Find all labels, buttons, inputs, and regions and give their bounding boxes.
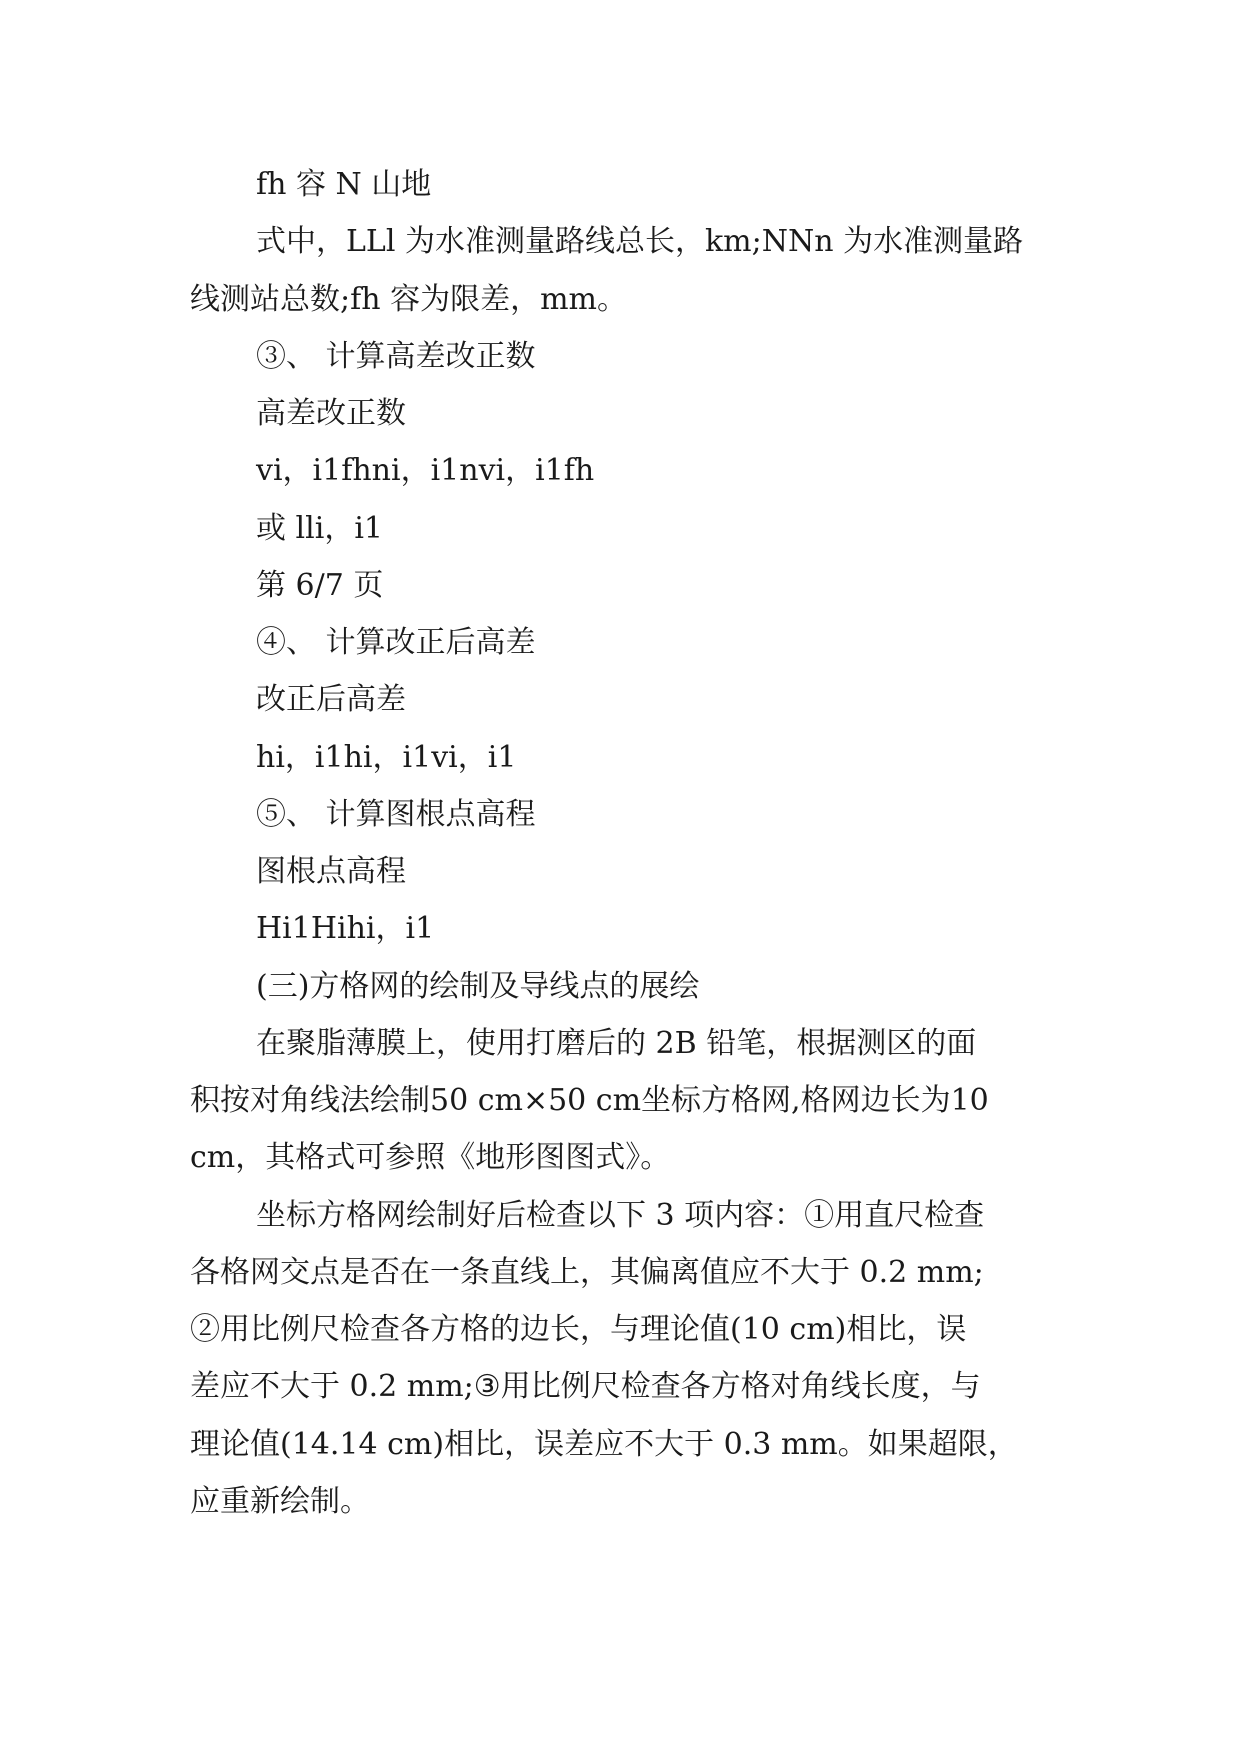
page-number: 第 6/7 页 — [256, 568, 384, 603]
paragraph-line: 式中，LLl 为水准测量路线总长，km;NNn 为水准测量路 — [256, 224, 1024, 259]
paragraph-line: 各格网交点是否在一条直线上，其偏离值应不大于 0.2 mm; — [190, 1255, 984, 1290]
step-heading: ⑤、 计算图根点高程 — [256, 797, 536, 832]
section-heading: (三)方格网的绘制及导线点的展绘 — [256, 969, 700, 1004]
subheading: 改正后高差 — [256, 682, 406, 717]
paragraph-line: ②用比例尺检查各方格的边长，与理论值(10 cm)相比，误 — [190, 1312, 967, 1347]
paragraph-line: cm，其格式可参照《地形图图式》。 — [190, 1140, 671, 1175]
formula-line: fh 容 N 山地 — [256, 167, 432, 202]
paragraph-line: 线测站总数;fh 容为限差，mm。 — [190, 282, 627, 317]
formula-line: hi，i1hi，i1vi，i1 — [256, 740, 517, 775]
formula-line: 或 lli，i1 — [256, 511, 384, 546]
paragraph-line: 坐标方格网绘制好后检查以下 3 项内容：①用直尺检查 — [256, 1198, 985, 1233]
paragraph-line: 理论值(14.14 cm)相比，误差应不大于 0.3 mm。如果超限， — [190, 1427, 1018, 1462]
formula-line: vi，i1fhni，i1nvi，i1fh — [256, 453, 595, 488]
step-heading: ③、 计算高差改正数 — [256, 339, 536, 374]
subheading: 图根点高程 — [256, 854, 406, 889]
step-heading: ④、 计算改正后高差 — [256, 625, 536, 660]
paragraph-line: 应重新绘制。 — [190, 1484, 370, 1519]
paragraph-line: 在聚脂薄膜上，使用打磨后的 2B 铅笔，根据测区的面 — [256, 1026, 977, 1061]
formula-line: Hi1Hihi，i1 — [256, 911, 435, 946]
paragraph-line: 差应不大于 0.2 mm;③用比例尺检查各方格对角线长度，与 — [190, 1369, 981, 1404]
paragraph-line: 积按对角线法绘制50 cm×50 cm坐标方格网,格网边长为10 — [190, 1083, 989, 1118]
subheading: 高差改正数 — [256, 396, 406, 431]
